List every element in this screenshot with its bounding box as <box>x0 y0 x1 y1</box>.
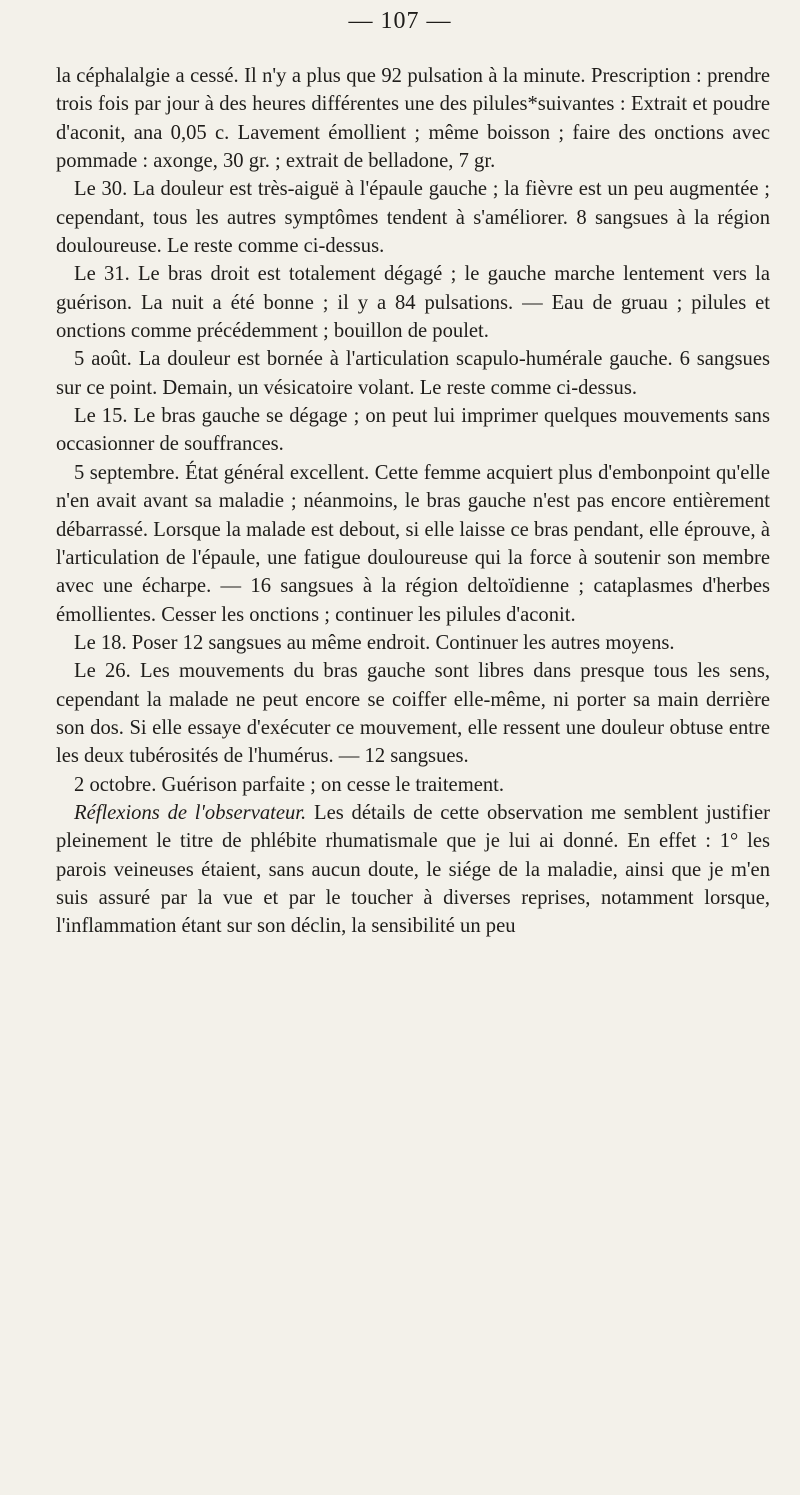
paragraph-5-aout: 5 août. La douleur est bornée à l'articulation scapulo-humérale gauche. 6 sangsues sur ce point. Demain, un vésicatoire volant. Le reste comme ci-dessus. <box>56 348 770 399</box>
reflexions-heading: Réflexions de l'observateur. <box>74 801 307 824</box>
paragraph-reflexions <box>56 799 770 941</box>
paragraph-le-30: Le 30. La douleur est très-aiguë à l'épaule gauche ; la fièvre est un peu augmentée ; cependant, tous les autres symptômes tendent à s'améliorer. 8 sangsues à la région douloureuse. Le reste comme ci-dessus. <box>56 178 770 258</box>
page-number: — 107 — <box>348 8 452 34</box>
paragraph-le-26: Le 26. Les mouvements du bras gauche sont libres dans presque tous les sens, cependant la malade ne peut encore se coiffer elle-même, ni porter sa main derrière son dos. Si elle essaye d'exécuter ce mouvement, elle ressent une douleur obtuse entre les deux tubérosités de l'humérus. — 12 sangsues. <box>56 660 770 768</box>
paragraph-le-15: Le 15. Le bras gauche se dégage ; on peut lui imprimer quelques mouvements sans occasionner de souffrances. <box>56 405 770 456</box>
paragraph-le-18: Le 18. Poser 12 sangsues au même endroit. Continuer les autres moyens. <box>74 631 675 654</box>
paragraph-le-31: Le 31. Le bras droit est totalement dégagé ; le gauche marche lentement vers la guérison. La nuit a été bonne ; il y a 84 pulsations. — Eau de gruau ; pilules et onctions comme précédemment ; bouillon de poulet. <box>56 263 770 343</box>
body-text <box>56 62 770 941</box>
paragraph-2-octobre: 2 octobre. Guérison parfaite ; on cesse le traitement. <box>74 773 505 796</box>
reflexions-text: Les détails de cette observation me semblent justifier pleinement le titre de phlébite rhumatismale que je lui ai donné. En effet : 1° les parois veineuses étaient, sans aucun doute, le siége de la maladie, ainsi que je m'en suis assuré par la vue et par le toucher à diverses reprises, notamment lorsque, l'inflammation étant sur son déclin, la sensibilité un peu <box>56 801 771 938</box>
paragraph-prescription: la céphalalgie a cessé. Il n'y a plus que 92 pulsation à la minute. Prescription : prendre trois fois par jour à des heures différentes une des pilules*suivantes : Extrait et poudre d'aconit, ana 0,05 c. Lavement émollient ; même boisson ; faire des onctions avec pommade : axonge, 30 gr. ; extrait de belladone, 7 gr. <box>56 65 770 173</box>
paragraph-5-septembre: 5 septembre. État général excellent. Cette femme acquiert plus d'embonpoint qu'elle n'en avait avant sa maladie ; néanmoins, le bras gauche n'est pas encore entièrement débarrassé. Lorsque la malade est debout, si elle laisse ce bras pendant, elle éprouve, à l'articulation de l'épaule, une fatigue douloureuse qui la force à soutenir son membre avec une écharpe. — 16 sangsues à la région deltoïdienne ; cataplasmes d'herbes émollientes. Cesser les onctions ; continuer les pilules d'aconit. <box>56 461 770 626</box>
